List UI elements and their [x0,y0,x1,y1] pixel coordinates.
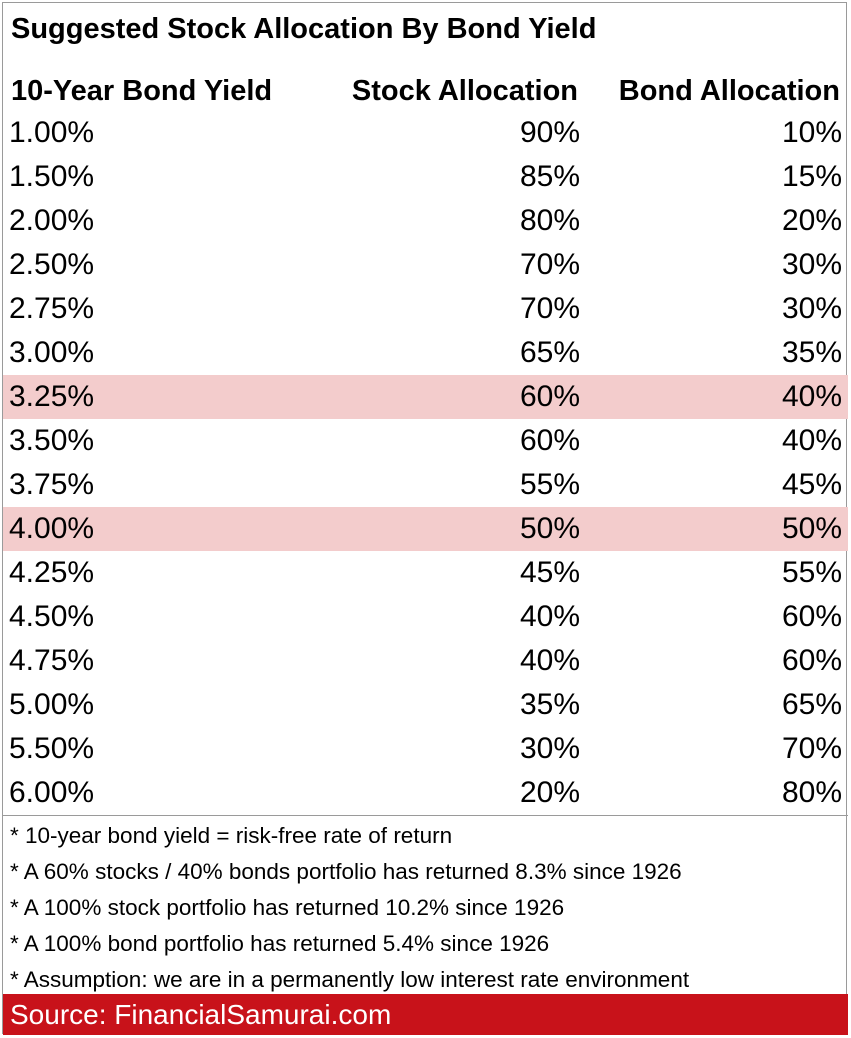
table-row [3,419,848,463]
cell-stock-allocation: 35% [519,688,580,721]
cell-bond-yield: 3.25% [9,380,95,413]
cell-bond-yield: 4.25% [9,556,95,589]
cell-bond-yield: 4.50% [9,600,95,633]
table-title: Suggested Stock Allocation By Bond Yield [11,13,597,45]
cell-bond-yield: 3.00% [9,336,95,369]
cell-bond-allocation: 10% [781,116,842,149]
cell-bond-allocation: 30% [781,292,842,325]
cell-bond-allocation: 55% [781,556,842,589]
cell-stock-allocation: 50% [519,512,580,545]
cell-stock-allocation: 85% [519,160,580,193]
cell-bond-allocation: 60% [781,644,842,677]
cell-stock-allocation: 70% [519,248,580,281]
cell-stock-allocation: 65% [519,336,580,369]
cell-stock-allocation: 45% [519,556,580,589]
table-row [3,287,848,331]
table-row-highlighted [3,375,848,419]
footnote: * A 60% stocks / 40% bonds portfolio has returned 8.3% since 1926 [10,859,682,884]
cell-bond-yield: 6.00% [9,776,95,809]
header-stock-allocation: Stock Allocation [351,75,578,107]
cell-bond-allocation: 60% [781,600,842,633]
header-bond-yield: 10-Year Bond Yield [11,75,273,107]
cell-stock-allocation: 30% [519,732,580,765]
cell-bond-yield: 5.50% [9,732,95,765]
cell-bond-allocation: 15% [781,160,842,193]
cell-bond-yield: 1.50% [9,160,95,193]
cell-bond-allocation: 40% [781,424,842,457]
table-row [3,595,848,639]
cell-stock-allocation: 60% [519,380,580,413]
table-row [3,639,848,683]
cell-bond-allocation: 70% [781,732,842,765]
cell-bond-allocation: 40% [781,380,842,413]
table-row [3,683,848,727]
cell-bond-yield: 3.50% [9,424,95,457]
cell-bond-yield: 2.00% [9,204,95,237]
cell-bond-allocation: 80% [781,776,842,809]
cell-stock-allocation: 20% [519,776,580,809]
footnotes [3,818,848,998]
cell-bond-allocation: 50% [781,512,842,545]
cell-stock-allocation: 40% [519,644,580,677]
table-row [3,727,848,771]
cell-bond-allocation: 30% [781,248,842,281]
allocation-table [2,2,847,1034]
divider [3,815,848,816]
table-row [3,463,848,507]
footnote: * A 100% bond portfolio has returned 5.4% since 1926 [10,931,550,956]
cell-bond-yield: 4.75% [9,644,95,677]
table-row [3,771,848,815]
table-row [3,243,848,287]
source-banner: Source: FinancialSamurai.com [3,994,848,1035]
cell-bond-yield: 5.00% [9,688,95,721]
cell-bond-allocation: 35% [781,336,842,369]
cell-stock-allocation: 70% [519,292,580,325]
table-row-highlighted [3,507,848,551]
footnote: * A 100% stock portfolio has returned 10.2% since 1926 [10,895,565,920]
footnote: * Assumption: we are in a permanently low interest rate environment [10,967,690,992]
cell-bond-allocation: 45% [781,468,842,501]
header-bond-allocation: Bond Allocation [618,75,840,107]
cell-bond-allocation: 65% [781,688,842,721]
cell-stock-allocation: 60% [519,424,580,457]
table-row [3,111,848,155]
cell-bond-allocation: 20% [781,204,842,237]
footnote: * 10-year bond yield = risk-free rate of return [10,823,453,848]
cell-stock-allocation: 90% [519,116,580,149]
cell-stock-allocation: 40% [519,600,580,633]
table-body [3,111,848,815]
table-row [3,199,848,243]
cell-bond-yield: 1.00% [9,116,95,149]
cell-stock-allocation: 80% [519,204,580,237]
table-row [3,331,848,375]
cell-bond-yield: 3.75% [9,468,95,501]
table-row [3,551,848,595]
cell-stock-allocation: 55% [519,468,580,501]
cell-bond-yield: 4.00% [9,512,95,545]
table-row [3,155,848,199]
cell-bond-yield: 2.50% [9,248,95,281]
cell-bond-yield: 2.75% [9,292,95,325]
